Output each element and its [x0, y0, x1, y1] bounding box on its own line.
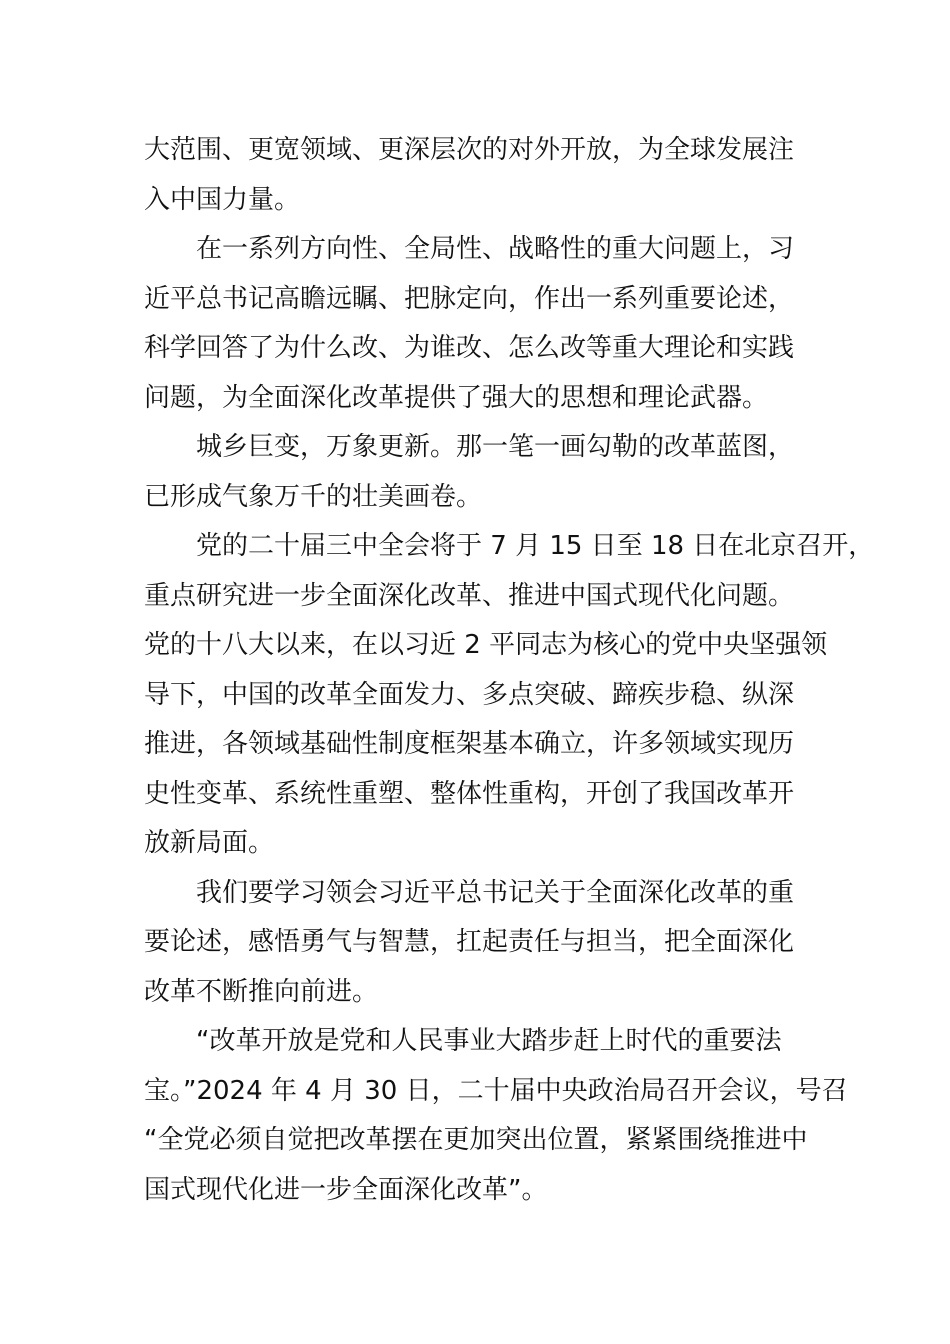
text-line: 科学回答了为什么改、为谁改、怎么改等重大理论和实践 [144, 333, 795, 363]
paragraph-first-line: 城乡巨变，万象更新。那一笔一画勾勒的改革蓝图， [196, 432, 795, 462]
text-line: 近平总书记高瞻远瞩、把脉定向，作出一系列重要论述， [144, 283, 795, 314]
text-line: 大范围、更宽领域、更深层次的对外开放，为全球发展注 [144, 135, 795, 165]
document-body [144, 126, 875, 1215]
paragraph-first-line: 我们要学习领会习近平总书记关于全面深化改革的重 [196, 877, 795, 908]
paragraph-first-line: 在一系列方向性、全局性、战略性的重大问题上，习 [196, 234, 795, 264]
text-line: 重点研究进一步全面深化改革、推进中国式现代化问题。 [144, 580, 795, 611]
text-line: 入中国力量。 [144, 184, 301, 215]
paragraph-first-line: “改革开放是党和人民事业大踏步赶上时代的重要法 [196, 1026, 782, 1056]
text-line: 改革不断推向前进。 [144, 976, 379, 1007]
text-line: 放新局面。 [144, 828, 275, 858]
text-line: 宝。”2024 年 4 月 30 日，二十届中央政治局召开会议，号召 [144, 1075, 848, 1106]
text-line: 要论述，感悟勇气与智慧，扛起责任与担当，把全面深化 [144, 927, 795, 957]
text-line: 国式现代化进一步全面深化改革”。 [144, 1174, 548, 1205]
text-line: 问题，为全面深化改革提供了强大的思想和理论武器。 [144, 382, 769, 413]
text-line: 推进，各领域基础性制度框架基本确立，许多领域实现历 [144, 729, 795, 759]
text-line: 党的十八大以来，在以习近 2 平同志为核心的党中央坚强领 [144, 630, 828, 660]
text-line: 史性变革、系统性重塑、整体性重构，开创了我国改革开 [144, 778, 795, 809]
text-line: “全党必须自觉把改革摆在更加突出位置，紧紧围绕推进中 [144, 1125, 808, 1155]
paragraph-first-line: 党的二十届三中全会将于 7 月 15 日至 18 日在北京召开， [196, 531, 875, 561]
text-line: 导下，中国的改革全面发力、多点突破、蹄疾步稳、纵深 [144, 679, 795, 710]
text-line: 已形成气象万千的壮美画卷。 [144, 481, 483, 512]
